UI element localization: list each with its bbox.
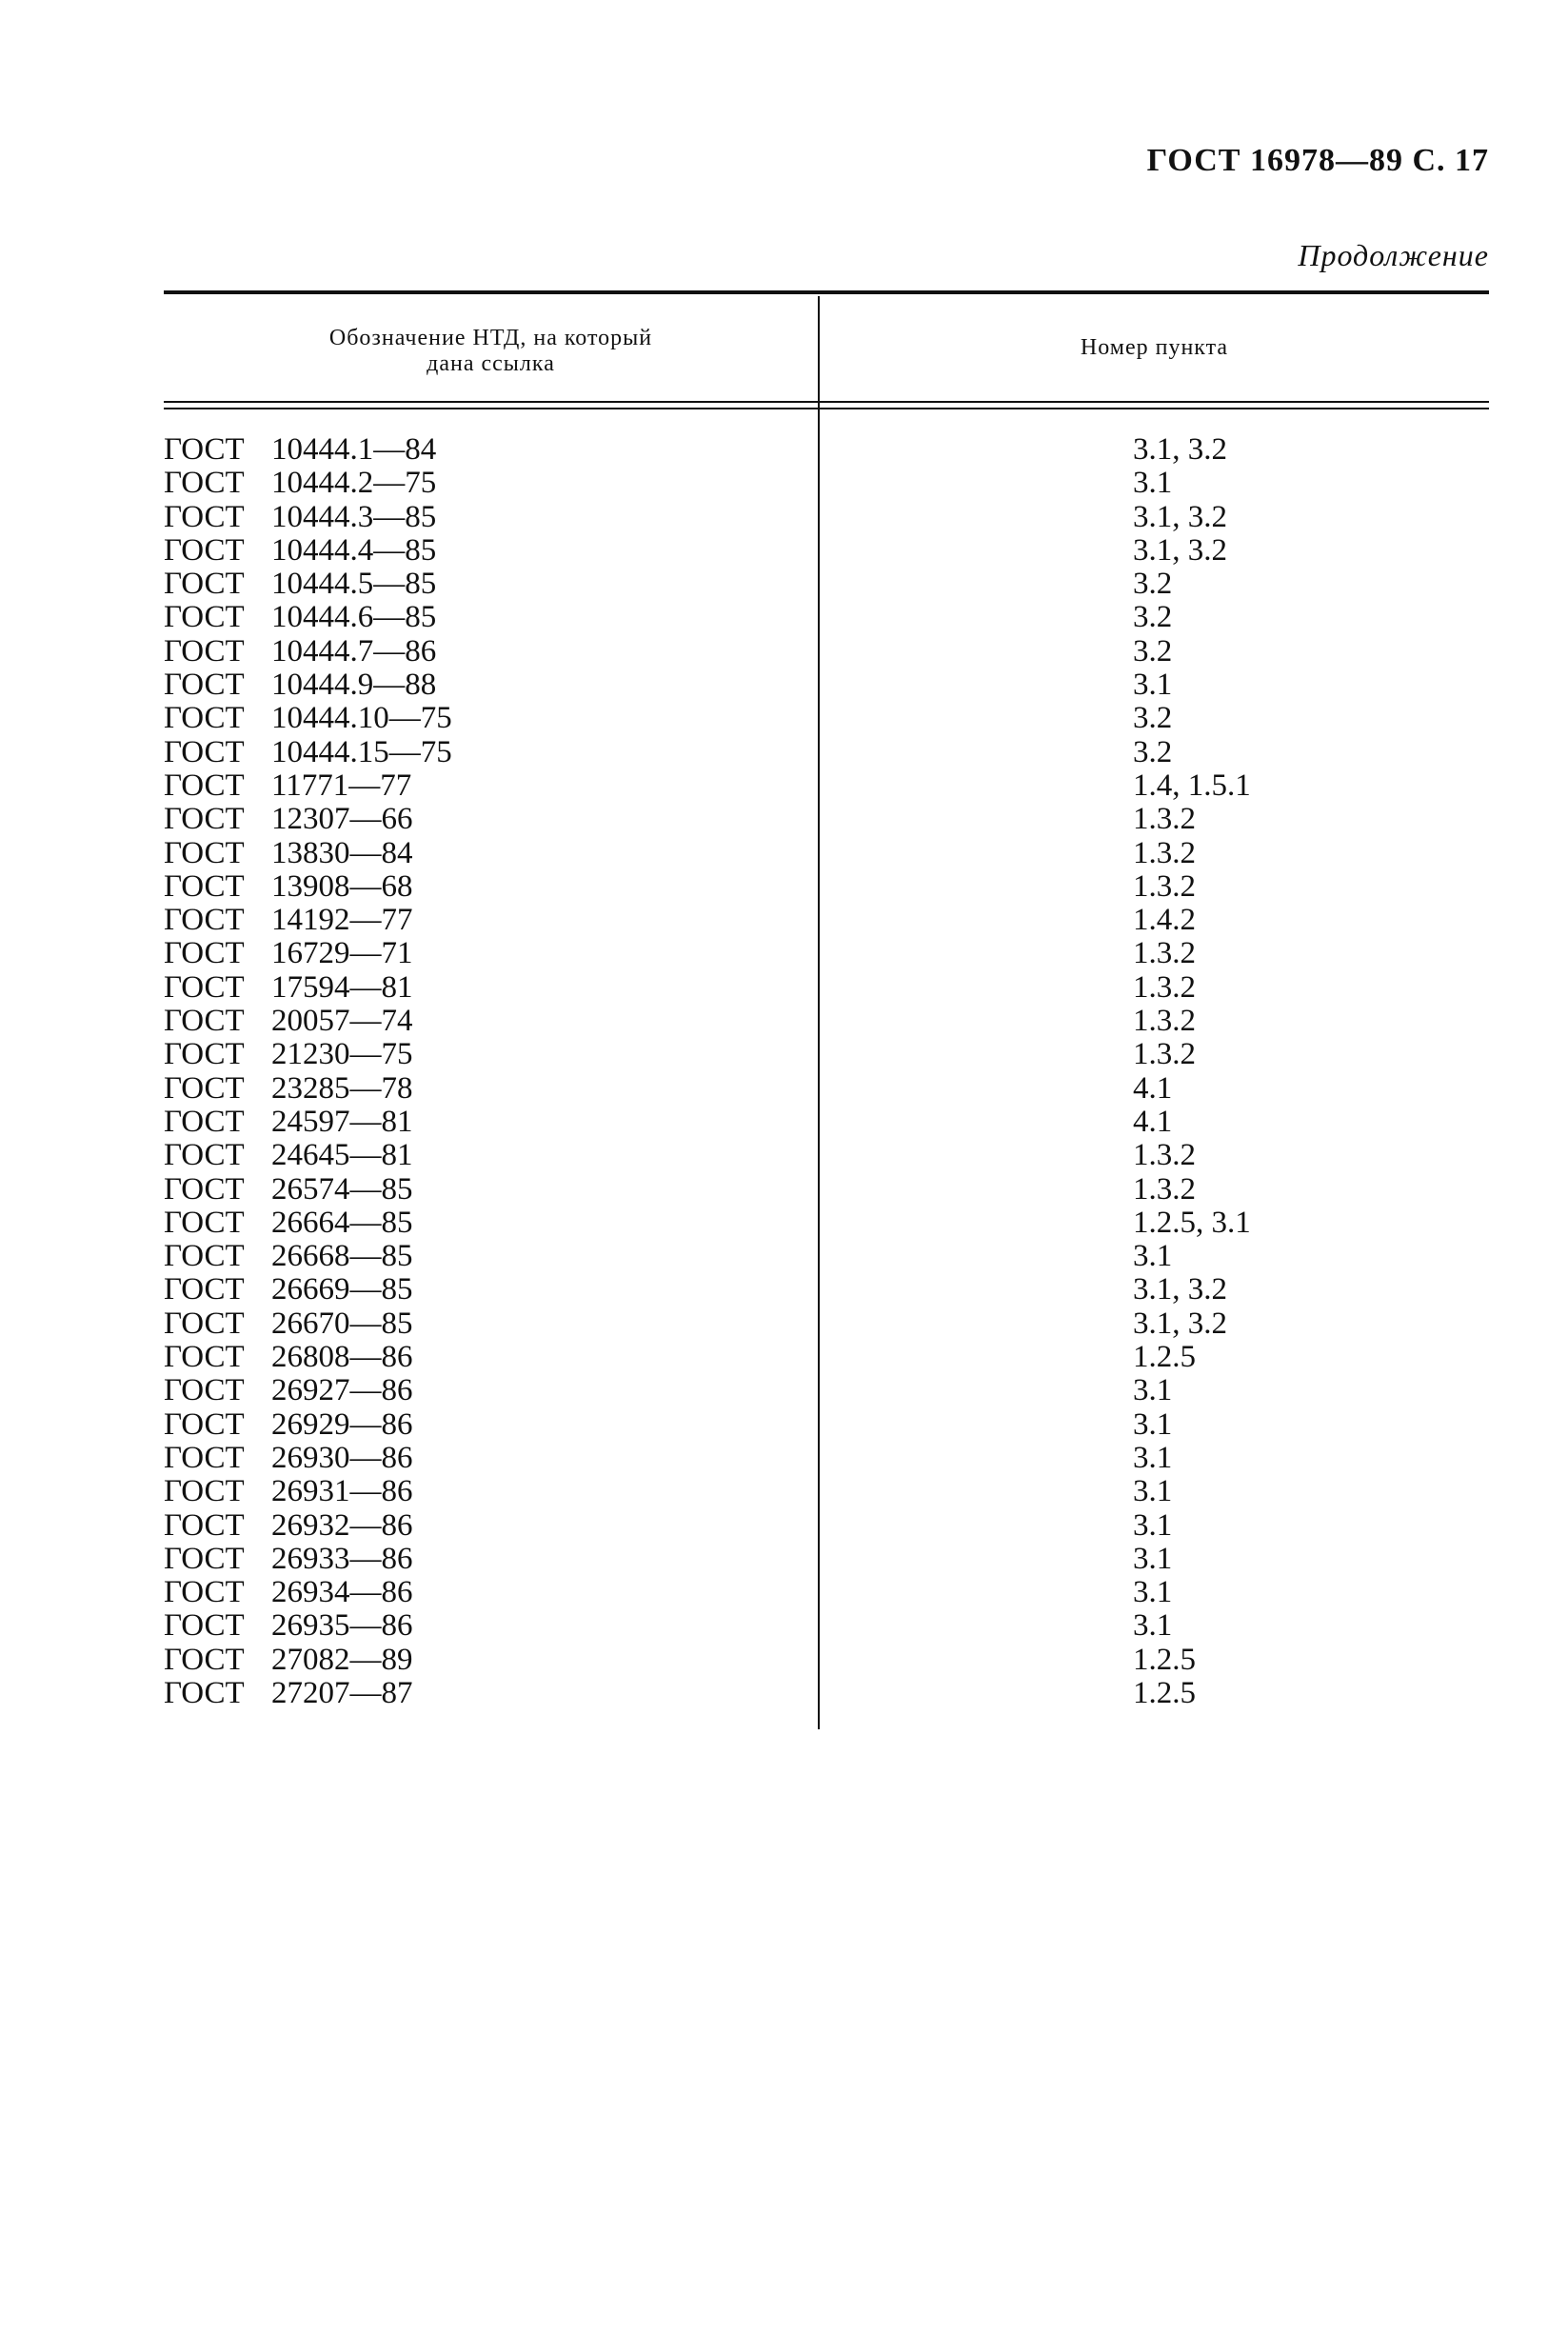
document-number: 10444.4—85: [271, 532, 437, 568]
document-prefix: ГОСТ: [164, 1340, 245, 1375]
item-cell: [818, 1509, 1489, 1543]
document-designation: [164, 1374, 818, 1407]
column-header-document: [164, 326, 818, 377]
document-designation: [164, 1273, 818, 1307]
document-prefix: ГОСТ: [164, 1507, 245, 1543]
document-prefix: ГОСТ: [164, 1440, 245, 1475]
document-prefix: ГОСТ: [164, 532, 245, 568]
table-row: [164, 1240, 1489, 1273]
document-designation: [164, 1677, 818, 1710]
document-prefix: ГОСТ: [164, 1171, 245, 1207]
document-number: 27207—87: [271, 1675, 413, 1710]
item-number: 4.1: [1133, 1070, 1173, 1106]
item-cell: [818, 534, 1489, 568]
document-number: 24597—81: [271, 1104, 413, 1139]
table-row: [164, 769, 1489, 803]
item-number: 3.1: [1133, 1507, 1173, 1543]
item-number: 3.1: [1133, 1406, 1173, 1442]
table-row: [164, 1408, 1489, 1442]
item-number: 1.3.2: [1133, 1138, 1196, 1173]
table-row: [164, 837, 1489, 870]
item-number: 1.3.2: [1133, 835, 1196, 870]
document-prefix: ГОСТ: [164, 936, 245, 971]
item-cell: [818, 870, 1489, 904]
item-cell: [818, 1240, 1489, 1273]
table-row: [164, 1341, 1489, 1374]
table-body: [164, 433, 1489, 1710]
table-row: [164, 937, 1489, 970]
document-prefix: ГОСТ: [164, 1642, 245, 1677]
item-number: 3.1: [1133, 1575, 1173, 1610]
document-designation: [164, 1207, 818, 1240]
document-designation: [164, 1475, 818, 1508]
document-number: 11771—77: [271, 768, 412, 803]
document-number: 10444.9—88: [271, 668, 437, 703]
item-cell: [818, 568, 1489, 601]
document-prefix: ГОСТ: [164, 1608, 245, 1644]
item-cell: [818, 1307, 1489, 1341]
document-number: 26930—86: [271, 1440, 413, 1475]
item-number: 3.1, 3.2: [1133, 1306, 1227, 1341]
table-row: [164, 1139, 1489, 1172]
document-designation: [164, 837, 818, 870]
item-cell: [818, 1072, 1489, 1106]
item-number: 3.1, 3.2: [1133, 1272, 1227, 1307]
table-row: [164, 1273, 1489, 1307]
table-row: [164, 601, 1489, 634]
item-number: 3.1: [1133, 1608, 1173, 1644]
document-prefix: ГОСТ: [164, 466, 245, 501]
table-row: [164, 1543, 1489, 1576]
document-designation: [164, 1644, 818, 1677]
item-number: 1.3.2: [1133, 1037, 1196, 1072]
item-number: 3.1: [1133, 466, 1173, 501]
table-row: [164, 1442, 1489, 1475]
document-designation: [164, 668, 818, 702]
document-designation: [164, 769, 818, 803]
item-cell: [818, 1273, 1489, 1307]
document-number: 12307—66: [271, 802, 413, 837]
document-number: 23285—78: [271, 1070, 413, 1106]
document-prefix: ГОСТ: [164, 903, 245, 938]
document-number: 10444.5—85: [271, 567, 437, 602]
item-number: 3.1: [1133, 1239, 1173, 1274]
document-number: 26931—86: [271, 1474, 413, 1509]
item-number: 3.1: [1133, 1373, 1173, 1408]
table-row: [164, 702, 1489, 735]
document-prefix: ГОСТ: [164, 868, 245, 904]
table-row: [164, 1677, 1489, 1710]
document-designation: [164, 1341, 818, 1374]
document-number: 26808—86: [271, 1340, 413, 1375]
document-designation: [164, 937, 818, 970]
document-number: 13908—68: [271, 868, 413, 904]
table-row: [164, 1207, 1489, 1240]
document-designation: [164, 1173, 818, 1207]
document-number: 17594—81: [271, 969, 413, 1005]
document-designation: [164, 1038, 818, 1071]
item-cell: [818, 1005, 1489, 1038]
document-number: 26933—86: [271, 1541, 413, 1576]
document-number: 10444.3—85: [271, 499, 437, 534]
document-prefix: ГОСТ: [164, 432, 245, 467]
table-row: [164, 1038, 1489, 1071]
column-header-document-line1: Обозначение НТД, на который: [328, 326, 653, 350]
item-cell: [818, 1038, 1489, 1071]
table-row: [164, 1374, 1489, 1407]
document-designation: [164, 1307, 818, 1341]
document-designation: [164, 971, 818, 1005]
item-cell: [818, 702, 1489, 735]
document-designation: [164, 1072, 818, 1106]
reference-table: [164, 290, 1489, 1728]
table-row: [164, 803, 1489, 836]
document-prefix: ГОСТ: [164, 835, 245, 870]
document-designation: [164, 601, 818, 634]
table-top-rule: [164, 290, 1489, 294]
document-prefix: ГОСТ: [164, 633, 245, 668]
table-row: [164, 467, 1489, 500]
column-header-item: Номер пункта: [1080, 335, 1229, 360]
document-number: 10444.15—75: [271, 734, 452, 769]
document-prefix: ГОСТ: [164, 1205, 245, 1240]
table-row: [164, 534, 1489, 568]
document-designation: [164, 803, 818, 836]
table-row: [164, 668, 1489, 702]
document-designation: [164, 501, 818, 534]
item-cell: [818, 1341, 1489, 1374]
document-number: 10444.1—84: [271, 432, 437, 467]
document-designation: [164, 467, 818, 500]
item-number: 1.3.2: [1133, 936, 1196, 971]
table-row: [164, 1609, 1489, 1643]
item-number: 1.4.2: [1133, 903, 1196, 938]
item-cell: [818, 837, 1489, 870]
column-header-document-line2: дана ссылка: [427, 351, 555, 376]
item-number: 1.3.2: [1133, 1171, 1196, 1207]
document-number: 20057—74: [271, 1004, 413, 1039]
item-cell: [818, 1576, 1489, 1609]
item-cell: [818, 1408, 1489, 1442]
table-row: [164, 1576, 1489, 1609]
document-prefix: ГОСТ: [164, 1004, 245, 1039]
document-prefix: ГОСТ: [164, 1575, 245, 1610]
item-cell: [818, 601, 1489, 634]
item-cell: [818, 904, 1489, 937]
item-cell: [818, 1677, 1489, 1710]
item-number: 1.3.2: [1133, 969, 1196, 1005]
document-number: 26668—85: [271, 1239, 413, 1274]
item-cell: [818, 769, 1489, 803]
item-number: 1.3.2: [1133, 868, 1196, 904]
document-prefix: ГОСТ: [164, 734, 245, 769]
document-number: 13830—84: [271, 835, 413, 870]
document-prefix: ГОСТ: [164, 768, 245, 803]
item-cell: [818, 1374, 1489, 1407]
table-row: [164, 433, 1489, 467]
document-number: 10444.7—86: [271, 633, 437, 668]
document-prefix: ГОСТ: [164, 567, 245, 602]
item-cell: [818, 467, 1489, 500]
item-number: 3.1, 3.2: [1133, 432, 1227, 467]
document-number: 26670—85: [271, 1306, 413, 1341]
document-designation: [164, 702, 818, 735]
table-row: [164, 904, 1489, 937]
document-prefix: ГОСТ: [164, 499, 245, 534]
item-number: 1.2.5, 3.1: [1133, 1205, 1251, 1240]
document-prefix: ГОСТ: [164, 1541, 245, 1576]
document-number: 10444.6—85: [271, 600, 437, 635]
table-row: [164, 736, 1489, 769]
table-row: [164, 568, 1489, 601]
document-designation: [164, 736, 818, 769]
item-number: 3.1: [1133, 1541, 1173, 1576]
document-prefix: ГОСТ: [164, 668, 245, 703]
item-cell: [818, 1207, 1489, 1240]
item-number: 1.4, 1.5.1: [1133, 768, 1251, 803]
item-number: 3.2: [1133, 701, 1173, 736]
document-designation: [164, 635, 818, 668]
document-number: 26935—86: [271, 1608, 413, 1644]
table-row: [164, 1307, 1489, 1341]
document-prefix: ГОСТ: [164, 1070, 245, 1106]
document-designation: [164, 1139, 818, 1172]
document-number: 26929—86: [271, 1406, 413, 1442]
item-cell: [818, 1173, 1489, 1207]
document-prefix: ГОСТ: [164, 1675, 245, 1710]
table-row: [164, 1072, 1489, 1106]
document-number: 26574—85: [271, 1171, 413, 1207]
item-cell: [818, 1543, 1489, 1576]
table-row: [164, 1644, 1489, 1677]
table-row: [164, 1475, 1489, 1508]
item-number: 1.2.5: [1133, 1642, 1196, 1677]
document-prefix: ГОСТ: [164, 701, 245, 736]
document-number: 27082—89: [271, 1642, 413, 1677]
item-cell: [818, 635, 1489, 668]
document-prefix: ГОСТ: [164, 1474, 245, 1509]
document-prefix: ГОСТ: [164, 1406, 245, 1442]
item-number: 3.2: [1133, 600, 1173, 635]
document-prefix: ГОСТ: [164, 1104, 245, 1139]
document-number: 10444.2—75: [271, 466, 437, 501]
item-number: 3.1: [1133, 1474, 1173, 1509]
item-cell: [818, 1106, 1489, 1139]
item-number: 1.3.2: [1133, 802, 1196, 837]
document-number: 26664—85: [271, 1205, 413, 1240]
document-designation: [164, 534, 818, 568]
document-number: 14192—77: [271, 903, 413, 938]
document-prefix: ГОСТ: [164, 1306, 245, 1341]
document-prefix: ГОСТ: [164, 1272, 245, 1307]
header-bottom-rule: [164, 401, 1489, 403]
item-number: 1.2.5: [1133, 1340, 1196, 1375]
table-row: [164, 870, 1489, 904]
table-row: [164, 1509, 1489, 1543]
document-number: 26927—86: [271, 1373, 413, 1408]
document-number: 21230—75: [271, 1037, 413, 1072]
table-row: [164, 1005, 1489, 1038]
item-number: 1.2.5: [1133, 1675, 1196, 1710]
table-row: [164, 1106, 1489, 1139]
item-cell: [818, 971, 1489, 1005]
document-number: 26934—86: [271, 1575, 413, 1610]
document-designation: [164, 1509, 818, 1543]
item-number: 3.2: [1133, 633, 1173, 668]
document-number: 26669—85: [271, 1272, 413, 1307]
item-cell: [818, 501, 1489, 534]
item-cell: [818, 1644, 1489, 1677]
page-header: ГОСТ 16978—89 С. 17: [1146, 143, 1489, 178]
item-cell: [818, 803, 1489, 836]
item-cell: [818, 736, 1489, 769]
document-designation: [164, 568, 818, 601]
item-number: 1.3.2: [1133, 1004, 1196, 1039]
document-designation: [164, 1442, 818, 1475]
document-prefix: ГОСТ: [164, 600, 245, 635]
item-cell: [818, 433, 1489, 467]
document-number: 24645—81: [271, 1138, 413, 1173]
document-prefix: ГОСТ: [164, 1239, 245, 1274]
document-designation: [164, 1609, 818, 1643]
document-designation: [164, 433, 818, 467]
document-number: 26932—86: [271, 1507, 413, 1543]
continuation-label: Продолжение: [1298, 238, 1489, 272]
item-number: 3.1: [1133, 1440, 1173, 1475]
document-prefix: ГОСТ: [164, 802, 245, 837]
document-number: 16729—71: [271, 936, 413, 971]
item-number: 3.1, 3.2: [1133, 499, 1227, 534]
document-designation: [164, 1005, 818, 1038]
item-cell: [818, 937, 1489, 970]
item-cell: [818, 668, 1489, 702]
document-designation: [164, 1543, 818, 1576]
document-designation: [164, 1408, 818, 1442]
item-cell: [818, 1442, 1489, 1475]
item-number: 3.1, 3.2: [1133, 532, 1227, 568]
item-number: 4.1: [1133, 1104, 1173, 1139]
document-designation: [164, 870, 818, 904]
item-cell: [818, 1475, 1489, 1508]
item-cell: [818, 1609, 1489, 1643]
document-designation: [164, 904, 818, 937]
table-row: [164, 501, 1489, 534]
document-prefix: ГОСТ: [164, 1373, 245, 1408]
document-designation: [164, 1576, 818, 1609]
document-designation: [164, 1106, 818, 1139]
item-cell: [818, 1139, 1489, 1172]
table-row: [164, 635, 1489, 668]
document-prefix: ГОСТ: [164, 969, 245, 1005]
document-prefix: ГОСТ: [164, 1037, 245, 1072]
document-prefix: ГОСТ: [164, 1138, 245, 1173]
document-designation: [164, 1240, 818, 1273]
table-row: [164, 971, 1489, 1005]
item-number: 3.2: [1133, 567, 1173, 602]
item-number: 3.1: [1133, 668, 1173, 703]
item-number: 3.2: [1133, 734, 1173, 769]
header-bottom-rule-double: [164, 408, 1489, 409]
table-row: [164, 1173, 1489, 1207]
document-number: 10444.10—75: [271, 701, 452, 736]
